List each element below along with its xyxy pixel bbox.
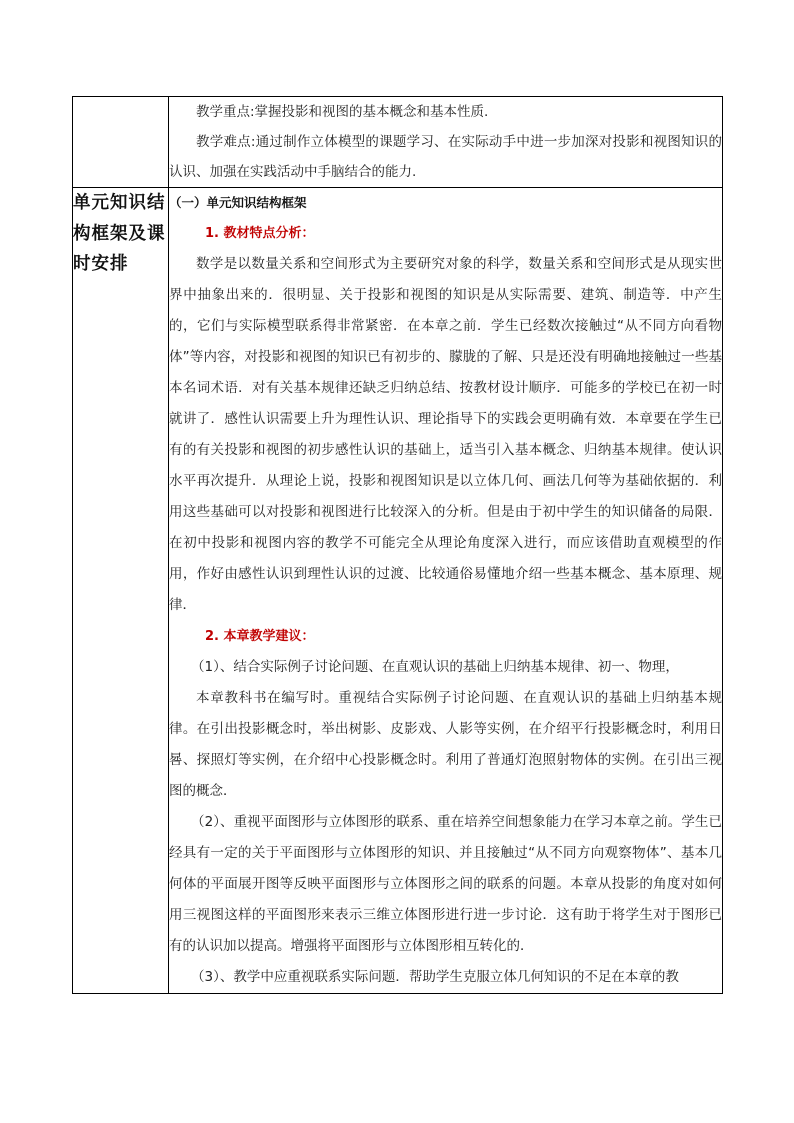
suggestion-item1-body: 本章教科书在编写时。重视结合实际例子讨论问题、在直观认识的基础上归纳基本规律。在引出投影概念时，举出树影、皮影戏、人影等实例，在介绍平行投影概念时，利用日晷、探照灯等实例，在介绍中心投影概念时。利用了普通灯泡照射物体的实例。在引出三视图的概念． <box>169 690 722 799</box>
suggestion-item2: （2）、重视平面图形与立体图形的联系、重在培养空间想象能力在学习本章之前。学生已经具有一定的关于平面图形与立体图形的知识、并且接触过“从不同方向观察物体”、基本几何体的平面展开图等反映平面图形与立体图形之间的联系的问题。本章从投影的角度对如何用三视图这样的平面图形来表示三维立体图形进行进一步讨论．这有助于将学生对于图形已有的认识加以提高。增强将平面图形与立体图形相互转化的． <box>169 814 722 954</box>
suggestion-item3: （3）、教学中应重视联系实际问题．帮助学生克服立体几何知识的不足在本章的教 <box>191 969 679 985</box>
framework-title: （一）单元知识结构框架 <box>169 195 307 210</box>
textbook-analysis-body: 数学是以数量关系和空间形式为主要研究对象的科学，数量关系和空间形式是从现实世界中抽象出来的．很明显、关于投影和视图的知识是从实际需要、建筑、制造等．中产生的，它们与实际模型联系得非常紧密．在本章之前．学生已经数次接触过“从不同方向看物体”等内容，对投影和视图的知识已有初步的、朦胧的了解、只是还没有明确地接触过一些基本名词术语．对有关基本规律还缺乏归纳总结、按教材设计顺序．可能多的学校已在初一时就讲了．感性认识需要上升为理性认识、理论指导下的实践会更明确有效．本章要在学生已有的有关投影和视图的初步感性认识的基础上，适当引入基本概念、归纳基本规律。使认识水平再次提升．从理论上说，投影和视图知识是以立体几何、画法几何等为基础依据的．利用这些基础可以对投影和视图进行比较深入的分析。但是由于初中学生的知识储备的局限．在初中投影和视图内容的教学不可能完全从理论角度深入进行，而应该借助直观模型的作用，作好由感性认识到理性认识的过渡、比较通俗易懂地介绍一些基本概念、基本原理、规律． <box>169 256 722 613</box>
side-heading: 单元知识结构框架及课时安排 <box>73 193 166 274</box>
teaching-key-point: 教学重点:掌握投影和视图的基本概念和基本性质. <box>196 104 489 120</box>
unit-content-cell <box>169 188 723 994</box>
lesson-plan-table <box>72 96 723 994</box>
unit-framework-row <box>73 188 723 994</box>
textbook-analysis-heading: 1. 教材特点分析： <box>205 226 315 241</box>
teaching-focus-row <box>73 97 723 188</box>
empty-left-cell <box>73 97 169 188</box>
suggestions-heading: 2. 本章教学建议： <box>205 629 315 644</box>
teaching-difficulty: 教学难点:通过制作立体模型的课题学习、在实际动手中进一步加深对投影和视图知识的认识、加强在实践活动中手脑结合的能力. <box>169 134 722 180</box>
suggestion-item1-lead: （1）、结合实际例子讨论问题、在直观认识的基础上归纳基本规律、初一、物理， <box>191 659 679 675</box>
side-heading-cell <box>73 188 169 994</box>
teaching-focus-cell <box>169 97 723 188</box>
